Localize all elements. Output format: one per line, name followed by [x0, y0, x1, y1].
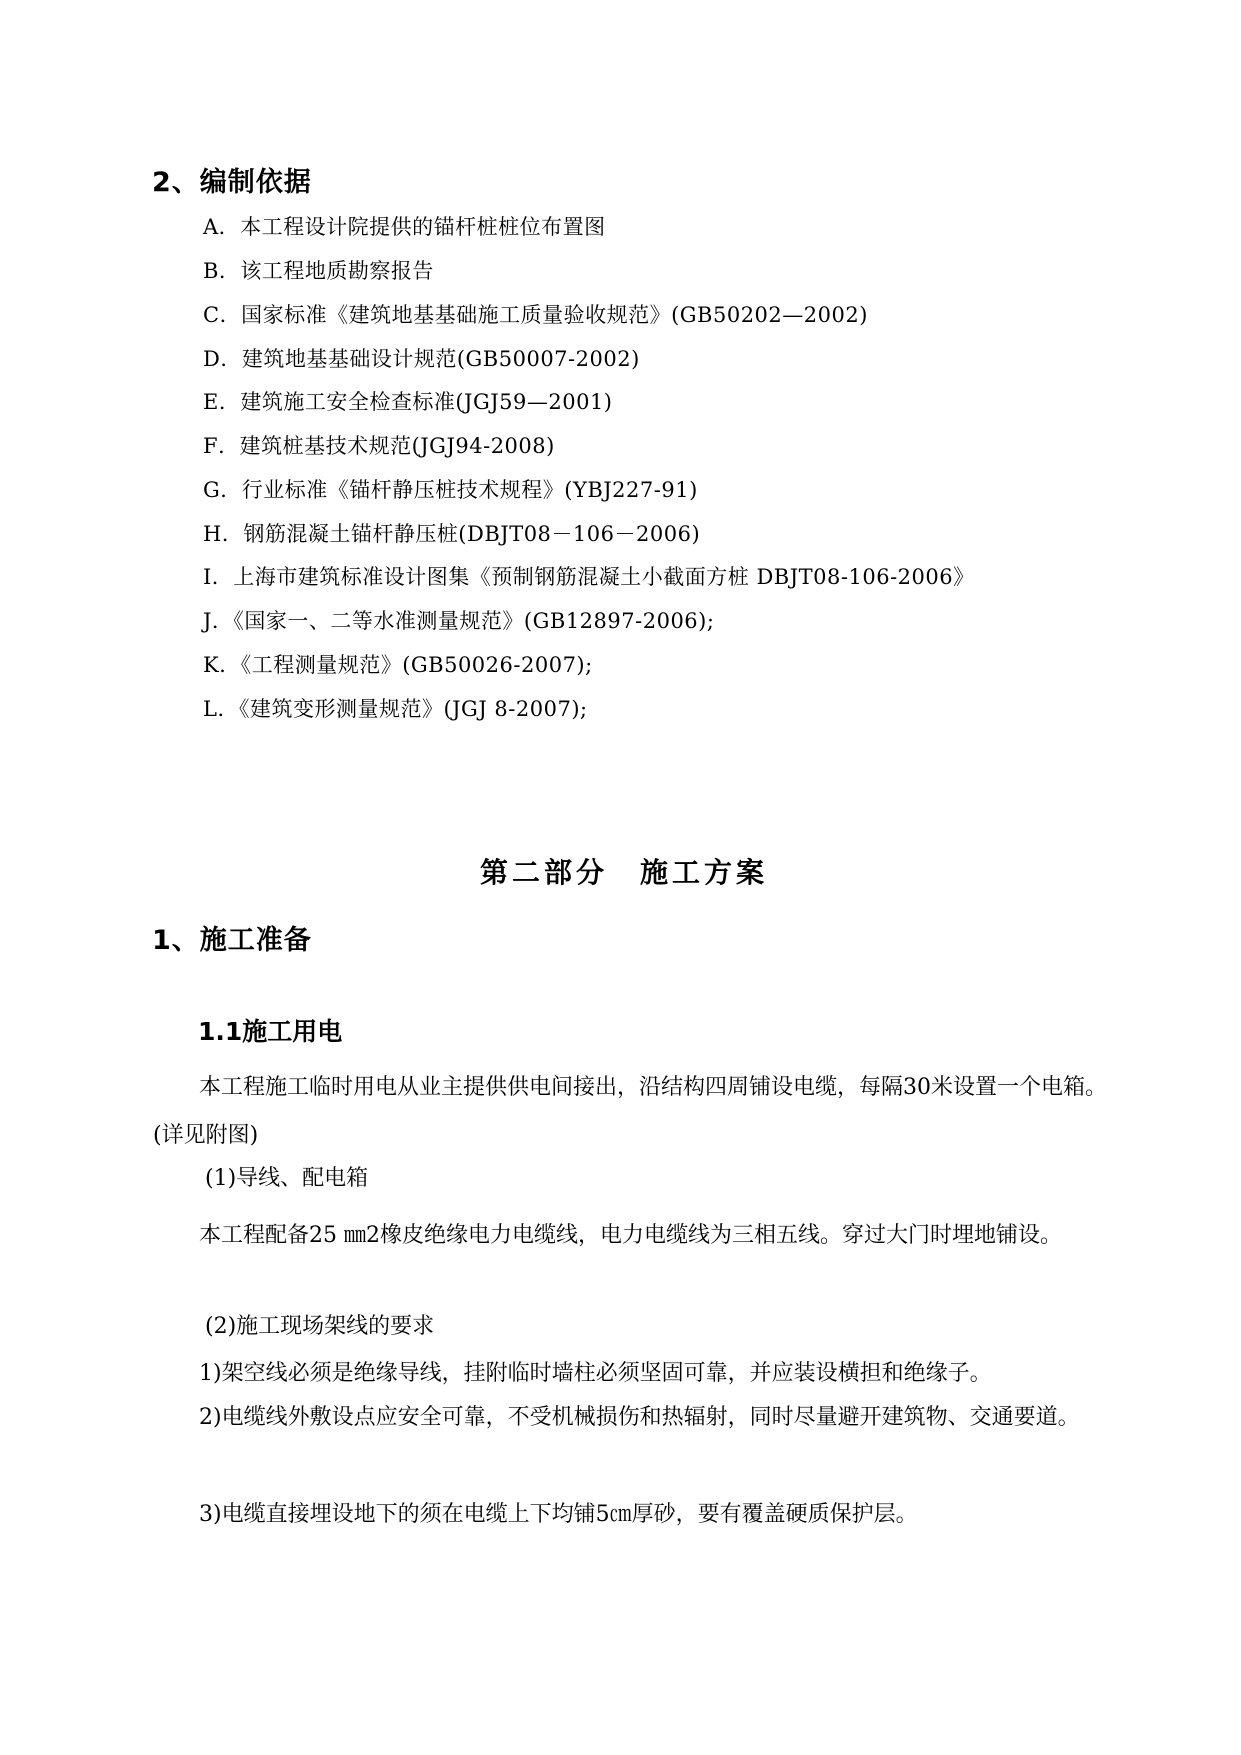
reference-item: H．钢筋混凝土锚杆静压桩(DBJT08－106－2006) — [203, 522, 701, 546]
wires-paragraph: 本工程配备25 ㎜2橡皮绝缘电力电缆线，电力电缆线为三相五线。穿过大门时埋地铺设。 — [199, 1223, 1062, 1248]
reference-item: D．建筑地基基础设计规范(GB50007-2002) — [203, 347, 640, 371]
item-heading-wires: (1)导线、配电箱 — [205, 1166, 369, 1191]
reference-item: E．建筑施工安全检查标准(JGJ59—2001) — [203, 390, 613, 414]
requirement-point: 2)电缆线外敷设点应安全可靠，不受机械损伤和热辐射，同时尽量避开建筑物、交通要道。 — [199, 1405, 1080, 1430]
power-intro-paragraph: 本工程施工临时用电从业主提供供电间接出，沿结构四周铺设电缆，每隔30米设置一个电箱。(详见附图) — [153, 1075, 1107, 1148]
requirement-point: 1)架空线必须是绝缘导线，挂附临时墙柱必须坚固可靠，并应装设横担和绝缘子。 — [199, 1361, 992, 1386]
reference-item: G．行业标准《锚杆静压桩技术规程》(YBJ227-91) — [203, 478, 698, 502]
subsection-heading-power: 1.1施工用电 — [198, 1017, 343, 1046]
reference-item: I．上海市建筑标准设计图集《预制钢筋混凝土小截面方桩 DBJT08-106-2006》 — [203, 565, 975, 589]
section-heading-prep: 1、施工准备 — [152, 925, 312, 956]
reference-item: J．《国家一、二等水准测量规范》(GB12897-2006); — [203, 609, 715, 633]
reference-item: K．《工程测量规范》(GB50026-2007); — [203, 653, 593, 677]
part-title: 第二部分 施工方案 — [480, 856, 769, 889]
section-heading-basis: 2、编制依据 — [152, 167, 312, 198]
reference-item: L．《建筑变形测量规范》(JGJ 8-2007); — [203, 697, 588, 721]
requirement-point: 3)电缆直接埋设地下的须在电缆上下均铺5㎝厚砂，要有覆盖硬质保护层。 — [199, 1502, 918, 1527]
reference-item: A．本工程设计院提供的锚杆桩桩位布置图 — [203, 215, 606, 239]
item-heading-overhead-lines: (2)施工现场架线的要求 — [205, 1314, 435, 1339]
reference-item: B．该工程地质勘察报告 — [203, 259, 434, 283]
reference-item: F．建筑桩基技术规范(JGJ94-2008) — [203, 434, 555, 458]
reference-item: C．国家标准《建筑地基基础施工质量验收规范》(GB50202—2002) — [203, 303, 868, 327]
